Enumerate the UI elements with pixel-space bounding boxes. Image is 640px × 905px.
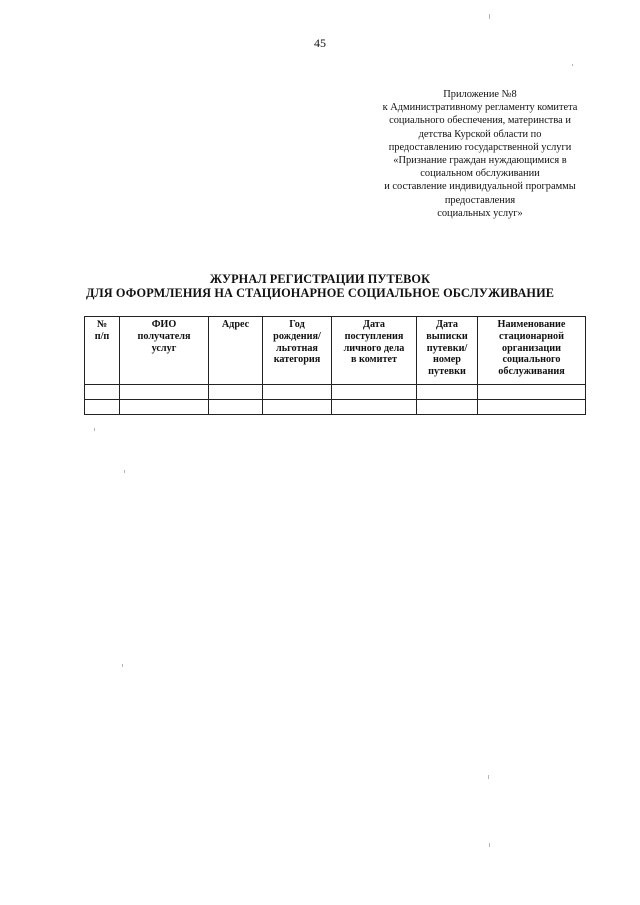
table-cell — [120, 400, 209, 415]
appendix-line: и составление индивидуальной программы — [384, 181, 576, 193]
column-header-fullname: ФИО получателя услуг — [120, 317, 209, 385]
table-cell — [85, 385, 120, 400]
appendix-line: социального обеспечения, материнства и — [389, 115, 571, 127]
table-row — [85, 400, 586, 415]
page-number: 45 — [314, 36, 326, 50]
table-cell — [417, 400, 478, 415]
appendix-block — [372, 88, 588, 220]
appendix-line: социальном обслуживании — [420, 168, 540, 180]
table-cell — [417, 385, 478, 400]
table-cell — [120, 385, 209, 400]
column-header-number: № п/п — [85, 317, 120, 385]
column-header-birth-year: Год рождения/ льготная категория — [263, 317, 332, 385]
appendix-line: Приложение №8 — [443, 89, 517, 100]
appendix-line: социальных услуг» — [437, 207, 523, 219]
table-header-row — [85, 317, 586, 385]
appendix-line: предоставлению государственной услуги — [388, 141, 572, 153]
appendix-line: к Административному регламенту комитета — [382, 102, 578, 114]
scan-speck — [124, 470, 125, 473]
table-cell — [209, 400, 263, 415]
table-cell — [478, 400, 586, 415]
scan-speck — [489, 843, 490, 847]
table-cell — [332, 400, 417, 415]
table-cell — [85, 400, 120, 415]
scan-speck — [94, 428, 95, 431]
appendix-line: детства Курской области по — [418, 128, 542, 140]
table-cell — [263, 400, 332, 415]
table-cell — [478, 385, 586, 400]
table-cell — [209, 385, 263, 400]
scan-speck — [122, 664, 123, 667]
column-header-organization: Наименование стационарной организации социального обслуживания — [478, 317, 586, 385]
title-line-2: ДЛЯ ОФОРМЛЕНИЯ НА СТАЦИОНАРНОЕ СОЦИАЛЬНОЕ ОБСЛУЖИВАНИЕ — [85, 286, 555, 300]
scan-speck — [572, 64, 573, 66]
appendix-line: предоставления — [444, 194, 516, 206]
registration-journal-table — [84, 316, 586, 415]
table-row — [85, 385, 586, 400]
appendix-line: «Признание граждан нуждающимися в — [393, 155, 567, 167]
document-title — [0, 272, 640, 300]
table-cell — [263, 385, 332, 400]
scan-speck — [488, 775, 489, 779]
title-line-1: ЖУРНАЛ РЕГИСТРАЦИИ ПУТЕВОК — [209, 272, 431, 286]
scan-speck — [489, 14, 490, 19]
table-cell — [332, 385, 417, 400]
column-header-address: Адрес — [209, 317, 263, 385]
column-header-voucher: Дата выписки путевки/ номер путевки — [417, 317, 478, 385]
column-header-file-date: Дата поступления личного дела в комитет — [332, 317, 417, 385]
